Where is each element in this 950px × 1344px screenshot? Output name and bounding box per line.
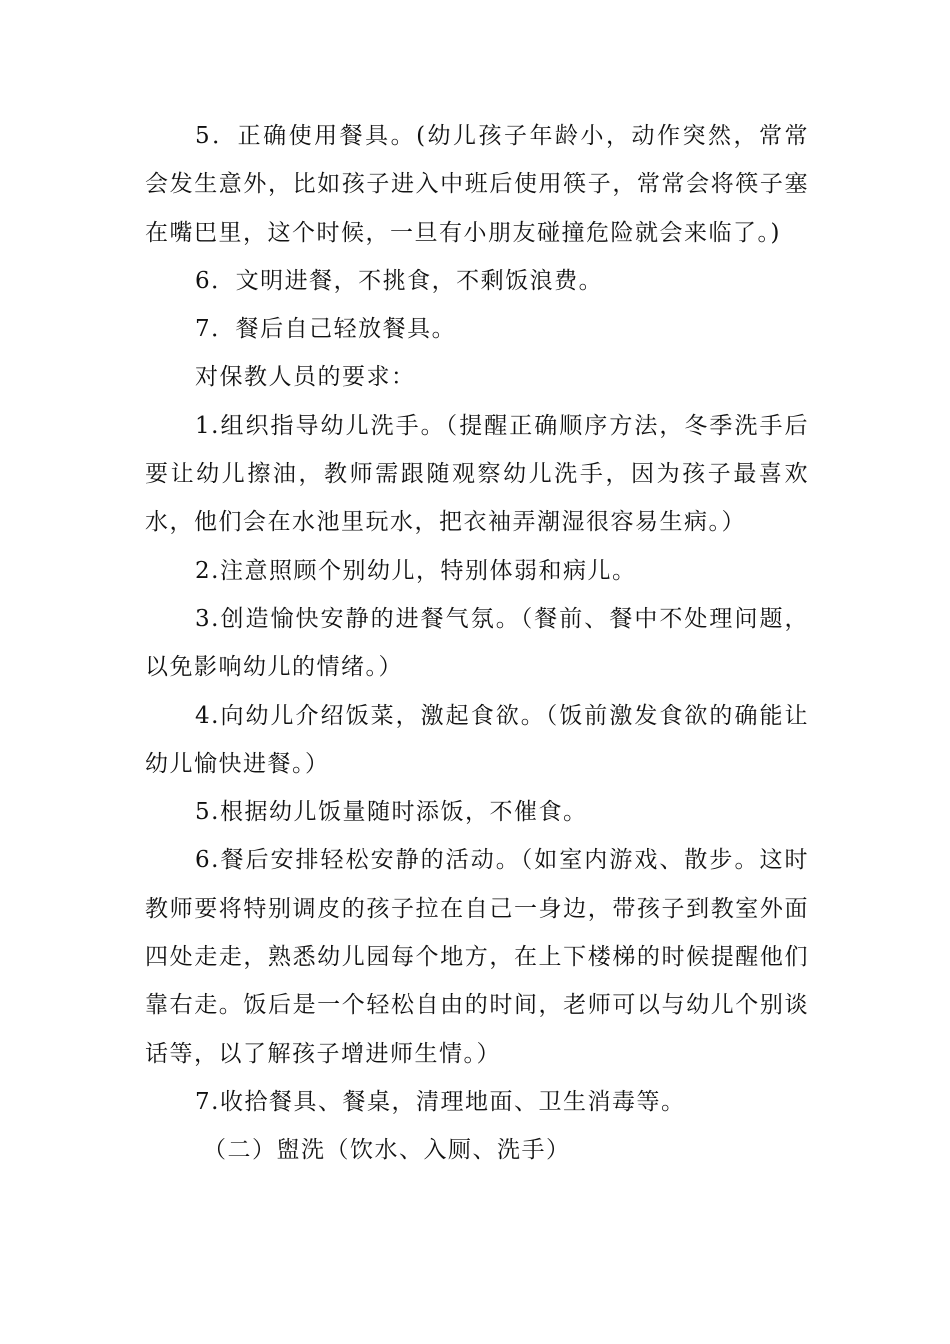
paragraph-introduce-dishes: 4.向幼儿介绍饭菜，激起食欲。（饭前激发食欲的确能让幼儿愉快进餐。）: [145, 702, 809, 777]
paragraph-handwashing: 1.组织指导幼儿洗手。（提醒正确顺序方法，冬季洗手后要让幼儿擦油，教师需跟随观察幼儿洗手，因为孩子最喜欢水，他们会在水池里玩水，把衣袖弄潮湿很容易生病。）: [145, 412, 809, 536]
section-heading-washing: （二）盥洗（饮水、入厕、洗手）: [203, 1137, 571, 1164]
paragraph-utensils: 5．正确使用餐具。(幼儿孩子年龄小，动作突然，常常会发生意外，比如孩子进入中班后使用筷子，常常会将筷子塞在嘴巴里，这个时候，一旦有小朋友碰撞危险就会来临了。): [145, 123, 809, 246]
document-body: [145, 112, 809, 1175]
paragraph-atmosphere: 3.创造愉快安静的进餐气氛。（餐前、餐中不处理问题，以免影响幼儿的情绪。）: [145, 605, 809, 681]
paragraph-add-rice: 5.根据幼儿饭量随时添饭，不催食。: [195, 799, 588, 826]
paragraph-individual-care: 2.注意照顾个别幼儿，特别体弱和病儿。: [195, 557, 637, 584]
paragraph-staff-requirements-heading: 对保教人员的要求：: [195, 364, 416, 391]
paragraph-put-away-utensils: 7．餐后自己轻放餐具。: [195, 316, 457, 343]
paragraph-after-meal-activity: 6.餐后安排轻松安静的活动。（如室内游戏、散步。这时教师要将特别调皮的孩子拉在自己一身边，带孩子到教室外面四处走走，熟悉幼儿园每个地方，在上下楼梯的时候提醒他们靠右走。饭后是一个轻松自由的时间，老师可以与幼儿个别谈话等，以了解孩子增进师生情。）: [145, 847, 809, 1067]
paragraph-civil-dining: 6．文明进餐，不挑食，不剩饭浪费。: [195, 267, 604, 294]
paragraph-cleanup: 7.收拾餐具、餐桌，清理地面、卫生消毒等。: [195, 1088, 686, 1115]
